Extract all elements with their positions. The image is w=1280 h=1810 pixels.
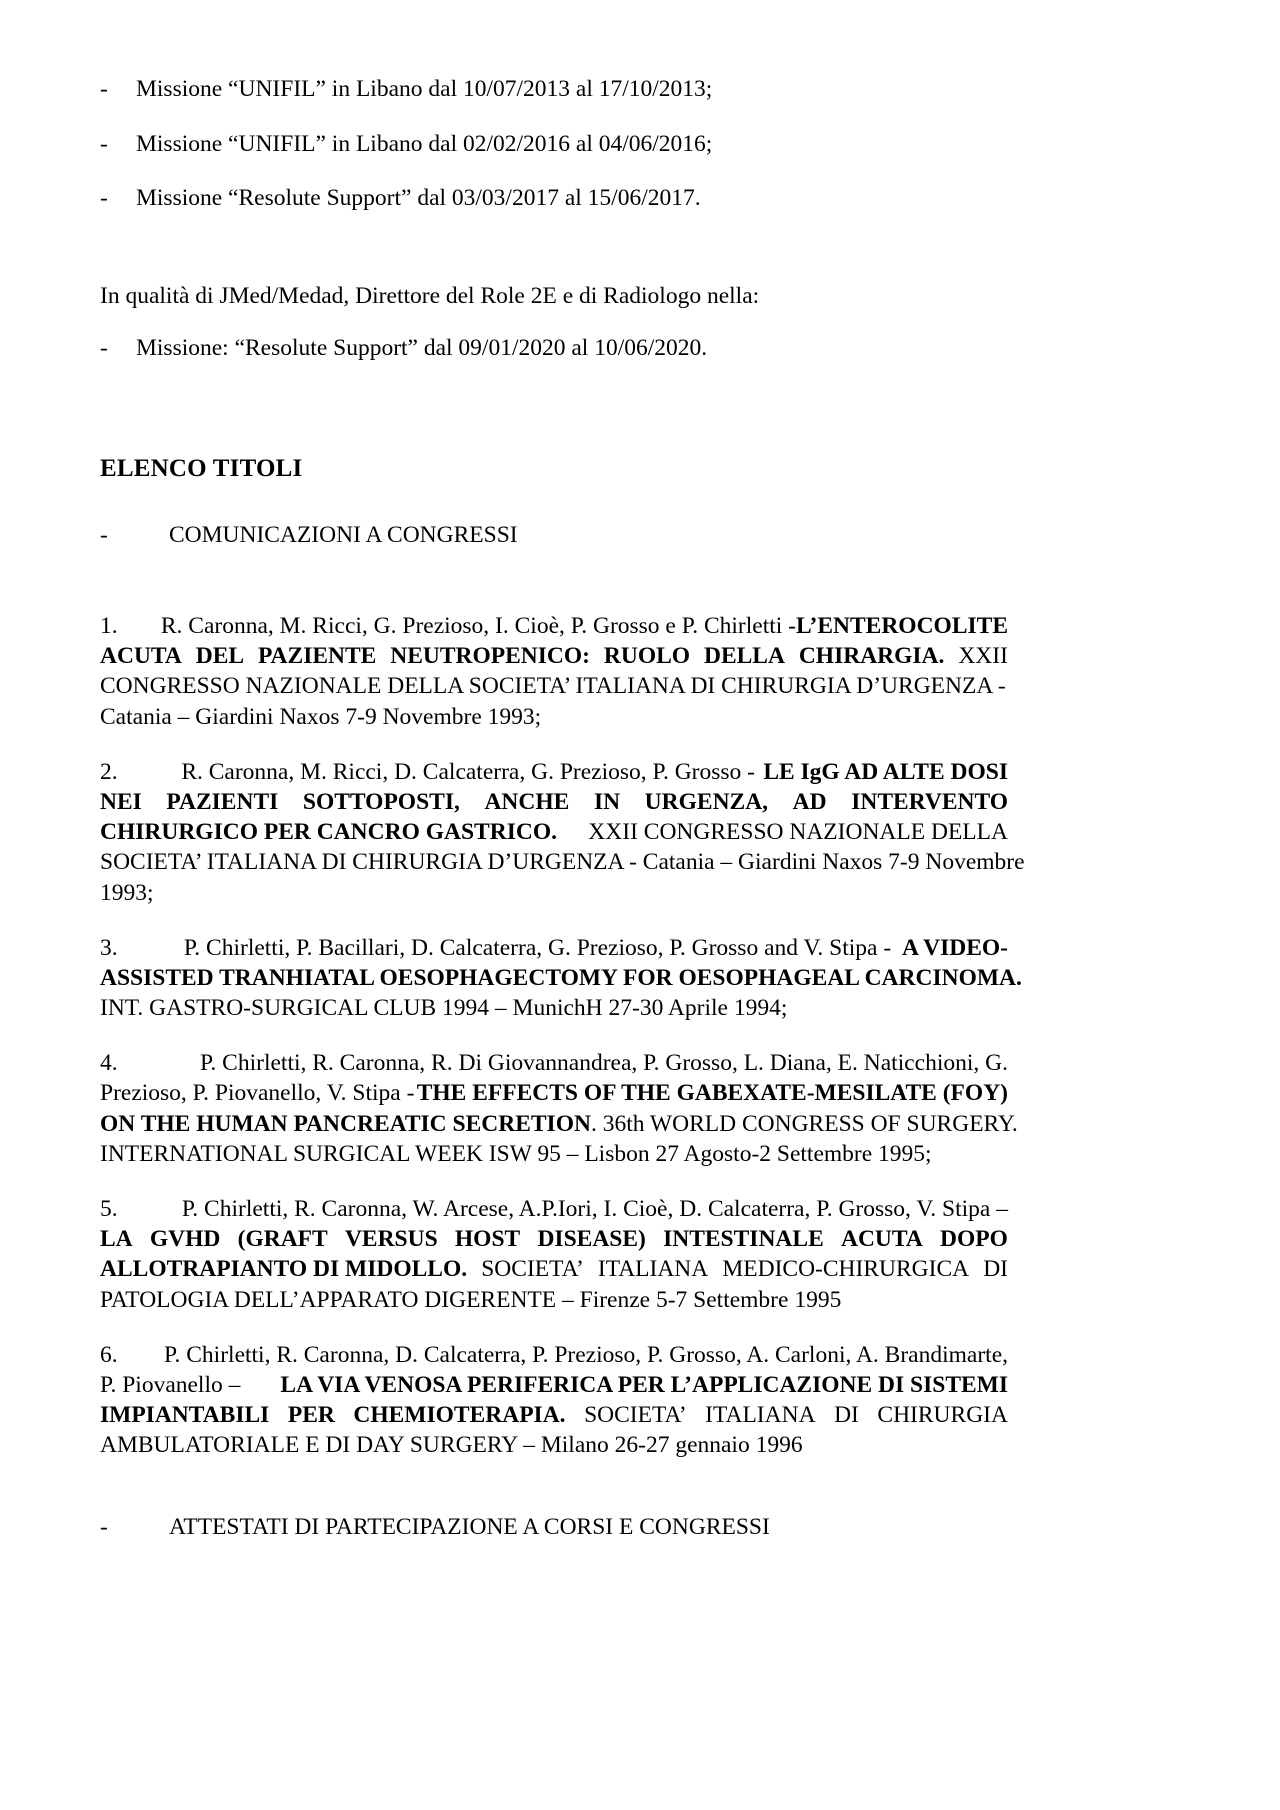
entry-title-run: INTERVENTO: [851, 788, 1008, 815]
entry-title-run: PAZIENTE: [257, 643, 377, 670]
entry-title-run: LA: [100, 1226, 133, 1253]
entry-line: [100, 963, 1022, 993]
entry-title-run: DELLA: [703, 643, 785, 670]
entry-line: [100, 993, 1008, 1023]
entry-line: [100, 1109, 1018, 1139]
subsection-label: ATTESTATI DI PARTECIPAZIONE A CORSI E CONGRESSI: [169, 1513, 770, 1540]
entry-text-run: DI: [983, 1256, 1008, 1283]
role-intro-text: In qualità di JMed/Medad, Direttore del Role 2E e di Radiologo nella:: [100, 282, 760, 309]
entry-text-run: AMBULATORIALE E DI DAY SURGERY – Milano 26-27 gennaio 1996: [100, 1432, 803, 1459]
mission-text: Missione “UNIFIL” in Libano dal 10/07/2013 al 17/10/2013;: [136, 76, 713, 102]
publication-entry: [100, 1194, 1008, 1315]
list-item: [100, 130, 1008, 157]
entry-title-run: URGENZA,: [644, 788, 769, 815]
entry-title-run: NEI: [100, 788, 142, 815]
entry-text-run: . 36th WORLD CONGRESS OF SURGERY.: [590, 1110, 1018, 1137]
entry-title-run: ACUTA: [840, 1226, 923, 1253]
entry-number: 4.: [100, 1050, 118, 1077]
bullet-dash: -: [100, 185, 108, 211]
entry-text-run: PATOLOGIA DELL’APPARATO DIGERENTE – Firenze 5-7 Settembre 1995: [100, 1286, 842, 1313]
publication-list: [100, 611, 1025, 1461]
entry-text-run: P. Chirletti, R. Caronna, W. Arcese, A.P.Iori, I. Cioè, D. Calcaterra, P. Grosso, V. Stipa –: [181, 1196, 1008, 1222]
bullet-dash: -: [100, 335, 108, 361]
entry-text-run: Catania – Giardini Naxos 7-9 Novembre 1993;: [100, 703, 542, 730]
entry-text-run: P. Piovanello –: [100, 1371, 241, 1398]
entry-title-run: DEL: [195, 643, 245, 670]
entry-line: [100, 757, 1008, 787]
entry-title-run: LE IgG AD ALTE DOSI: [763, 758, 1008, 785]
entry-title-run: THE EFFECTS OF THE GABEXATE-MESILATE (FOY): [416, 1080, 1008, 1107]
entry-text-run: INT. GASTRO-SURGICAL CLUB 1994 – MunichH 27-30 Aprile 1994;: [100, 995, 788, 1022]
entry-line: [100, 878, 1008, 908]
entry-line: [100, 611, 1008, 641]
spacer: [100, 547, 1008, 611]
entry-title-run: CHIRARGIA.: [798, 643, 945, 670]
mission-text: Missione “UNIFIL” in Libano dal 02/02/2016 al 04/06/2016;: [136, 130, 713, 157]
entry-title-run: ON THE HUMAN PANCREATIC SECRETION: [100, 1110, 591, 1137]
entry-line: [100, 933, 1008, 963]
entry-line: [100, 787, 1008, 817]
bullet-dash: -: [100, 130, 108, 157]
entry-text-run: P. Chirletti, P. Bacillari, D. Calcaterra, G. Prezioso, P. Grosso and V. Stipa -: [183, 934, 892, 961]
entry-line: [100, 1430, 1008, 1460]
entry-text-run: SOCIETA’: [481, 1256, 584, 1283]
entry-title-run: NEUTROPENICO:: [390, 643, 590, 670]
entry-line: [100, 1370, 1008, 1400]
entry-text-run: 1993;: [100, 879, 154, 906]
entry-title-run: AD: [792, 788, 827, 815]
entry-line: [100, 1285, 1008, 1315]
entry-title-run: CHEMIOTERAPIA.: [353, 1402, 566, 1429]
entry-text-run: MEDICO-CHIRURGICA: [722, 1256, 970, 1283]
entry-line: [100, 1254, 1008, 1284]
spacer: [100, 242, 1008, 285]
entry-line: [100, 1224, 1008, 1254]
entry-title-run: INTESTINALE: [663, 1226, 824, 1253]
entry-number: 6.: [100, 1341, 118, 1368]
list-item: [100, 337, 1008, 361]
mission-text: Missione “Resolute Support” dal 03/03/2017 al 15/06/2017.: [136, 185, 701, 211]
publication-entry: [100, 611, 1008, 732]
entry-title-run: GVHD: [149, 1226, 221, 1253]
entry-title-run: SOTTOPOSTI,: [302, 788, 460, 815]
spacer: [100, 481, 1008, 524]
entry-title-run: A VIDEO-: [902, 934, 1008, 961]
entry-title-run: LA VIA VENOSA PERIFERICA PER L’APPLICAZIONE DI SISTEMI: [280, 1371, 1008, 1398]
entry-line: [100, 1400, 1008, 1430]
entry-line: [100, 641, 1008, 671]
entry-title-run: ANCHE: [484, 788, 570, 815]
entry-text-run: SOCIETA’: [584, 1402, 687, 1429]
entry-text-run: Prezioso, P. Piovanello, V. Stipa -: [100, 1080, 415, 1107]
entry-title-run: PAZIENTI: [166, 788, 279, 815]
entry-text-run: ITALIANA: [705, 1402, 816, 1429]
entry-text-run: XXII CONGRESSO NAZIONALE DELLA: [588, 819, 1008, 846]
entry-number: 3.: [100, 934, 118, 961]
entry-text-run: SOCIETA’ ITALIANA DI CHIRURGIA D’URGENZA - Catania – Giardini Naxos 7-9 Novembre: [100, 849, 1025, 876]
entry-title-run: ASSISTED TRANHIATAL OESOPHAGECTOMY FOR OESOPHAGEAL CARCINOMA.: [100, 964, 1022, 991]
entry-title-run: (GRAFT: [237, 1226, 328, 1253]
publication-entry: [100, 1048, 1018, 1169]
publication-entry: [100, 1340, 1008, 1461]
list-item: [100, 187, 1008, 211]
entry-line: [100, 1139, 1008, 1169]
missions-second-group: [100, 337, 1008, 361]
publication-entry: [100, 933, 1022, 1024]
entry-text-run: CONGRESSO NAZIONALE DELLA SOCIETA’ ITALIANA DI CHIRURGIA D’URGENZA -: [100, 673, 1006, 700]
entry-line: [100, 702, 1008, 732]
entry-text-run: XXII: [958, 643, 1008, 670]
entry-title-run: DOPO: [940, 1226, 1008, 1253]
entry-title-run: L’ENTEROCOLITE: [795, 613, 1008, 639]
list-item: [100, 78, 1008, 102]
entry-text-run: P. Chirletti, R. Caronna, D. Calcaterra, P. Prezioso, P. Grosso, A. Carloni, A. Brandimarte,: [164, 1341, 1008, 1368]
entry-title-run: VERSUS: [344, 1226, 438, 1253]
entry-text-run: R. Caronna, M. Ricci, D. Calcaterra, G. Prezioso, P. Grosso -: [181, 758, 755, 785]
entry-text-run: ITALIANA: [597, 1256, 709, 1283]
entry-line: [100, 817, 1008, 847]
entry-title-run: IMPIANTABILI: [100, 1402, 270, 1429]
entry-line: [100, 1194, 1008, 1224]
subsection-label: COMUNICAZIONI A CONGRESSI: [169, 521, 518, 548]
publication-entry: [100, 757, 1025, 908]
spacer: [100, 392, 1008, 456]
entry-line: [100, 1340, 1008, 1370]
entry-title-run: PER: [287, 1402, 335, 1429]
entry-number: 2.: [100, 758, 118, 785]
bullet-dash: -: [100, 1513, 108, 1540]
entry-title-run: DISEASE): [537, 1226, 646, 1253]
mission-text: Missione: “Resolute Support” dal 09/01/2020 al 10/06/2020.: [136, 335, 708, 361]
entry-line: [100, 1078, 1008, 1108]
entry-title-run: HOST: [454, 1226, 521, 1253]
entry-title-run: ACUTA: [100, 643, 182, 670]
spacer: [100, 1486, 1008, 1516]
entry-number: 1.: [100, 613, 118, 639]
entry-title-run: RUOLO: [603, 643, 691, 670]
entry-title-run: ALLOTRAPIANTO DI MIDOLLO.: [100, 1256, 468, 1283]
document-content: [100, 76, 1025, 1540]
bullet-dash: -: [100, 521, 108, 548]
entry-title-run: CHIRURGICO PER CANCRO GASTRICO.: [100, 819, 557, 846]
entry-text-run: INTERNATIONAL SURGICAL WEEK ISW 95 – Lisbon 27 Agosto-2 Settembre 1995;: [100, 1140, 932, 1167]
entry-text-run: DI: [834, 1402, 859, 1429]
entry-number: 5.: [100, 1196, 118, 1222]
entry-line: [100, 847, 1025, 877]
entry-line: [100, 671, 1008, 701]
missions-first-group: [100, 78, 1008, 211]
entry-text-run: R. Caronna, M. Ricci, G. Prezioso, I. Cioè, P. Grosso e P. Chirletti -: [160, 613, 796, 639]
entry-title-run: IN: [593, 788, 621, 815]
entry-text-run: CHIRURGIA: [877, 1402, 1008, 1429]
entry-line: [100, 1048, 1008, 1078]
page-title: ELENCO TITOLI: [100, 454, 303, 482]
subsection-heading-attestati: [100, 1513, 1008, 1540]
entry-text-run: P. Chirletti, R. Caronna, R. Di Giovannandrea, P. Grosso, L. Diana, E. Naticchioni, G.: [199, 1050, 1008, 1077]
subsection-heading-congressi: [100, 521, 1008, 548]
bullet-dash: -: [100, 76, 108, 102]
